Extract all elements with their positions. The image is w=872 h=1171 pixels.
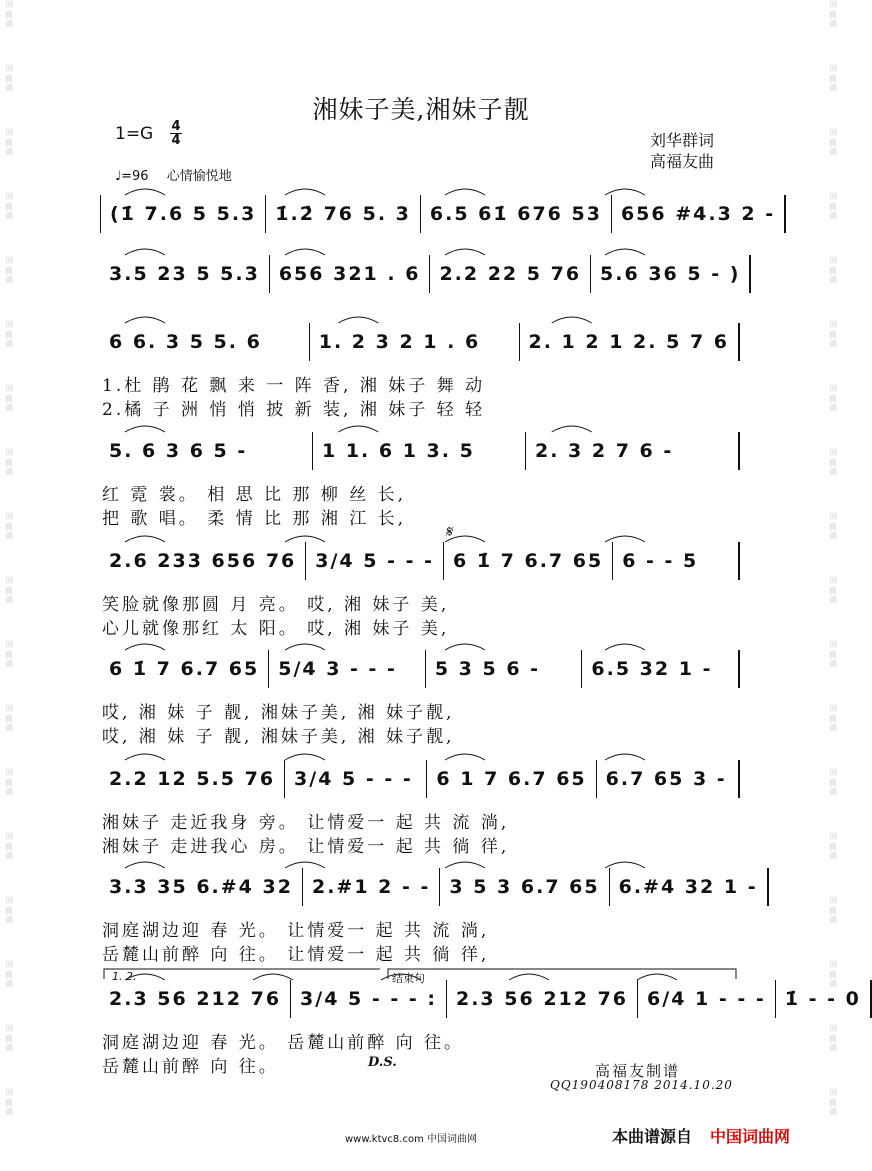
slur-arc [125, 189, 165, 195]
watermark-glyph: 网 [5, 340, 13, 349]
notes-row [100, 195, 776, 233]
slur-arc [285, 249, 325, 255]
watermark-glyph: 词 [5, 640, 13, 649]
watermark-glyph: 网 [829, 660, 837, 669]
watermark-glyph: 词 [829, 384, 837, 393]
footer-brand[interactable]: 中国词曲网 [710, 1127, 791, 1146]
watermark-gap [2, 798, 16, 832]
slur-arc [605, 536, 645, 542]
watermark-glyph: 网 [5, 916, 13, 925]
watermark-glyph: 曲 [5, 906, 13, 915]
watermark-glyph: 网 [829, 468, 837, 477]
watermark-glyph: 曲 [5, 842, 13, 851]
time-signature-top: 4 [171, 119, 181, 134]
watermark-glyph: 网 [829, 1044, 837, 1053]
watermark-glyph: 网 [829, 1108, 837, 1117]
watermark-glyph: 曲 [829, 522, 837, 531]
watermark-glyph: 词 [829, 576, 837, 585]
expression-text: 心情愉悦地 [166, 169, 232, 184]
slur-arc [605, 189, 645, 195]
measure: 1. 2 3 2 1 . 6 [310, 323, 520, 361]
watermark-gap [2, 30, 16, 64]
watermark-glyph: 词 [829, 128, 837, 137]
watermark-glyph: 词 [829, 64, 837, 73]
watermark-gap [2, 478, 16, 512]
watermark-glyph: 曲 [5, 10, 13, 19]
watermark-gap [826, 670, 840, 704]
watermark-glyph: 网 [5, 404, 13, 413]
measure: 656 #4.3 2 - [612, 195, 786, 233]
notes-row [100, 650, 740, 688]
first-ending-label: 1. 2. [112, 970, 137, 983]
watermark-glyph: 网 [5, 276, 13, 285]
watermark-glyph: 曲 [829, 842, 837, 851]
first-ending-bracket [104, 969, 380, 979]
notes-row [100, 255, 740, 293]
slur-arc [445, 862, 485, 868]
measure: 3 5 3 6.7 65 [440, 868, 609, 906]
measure: 6 1̇ 7 6.7 65 [100, 650, 269, 688]
slur-marks [100, 311, 740, 325]
watermark-gap [2, 350, 16, 384]
watermark-gap [2, 286, 16, 320]
notes-row [100, 542, 740, 580]
lyric-line: 洞庭湖边迎 春 光。 让情爱一 起 共 流 淌, [102, 921, 490, 941]
watermark-glyph: 网 [5, 724, 13, 733]
watermark-glyph: 词 [5, 448, 13, 457]
watermark-glyph: 曲 [829, 1034, 837, 1043]
watermark-glyph: 词 [5, 384, 13, 393]
footer-site[interactable]: www.ktvc8.com 中国词曲网 [345, 1134, 478, 1145]
watermark-glyph: 词 [5, 832, 13, 841]
watermark-glyph: 网 [829, 596, 837, 605]
watermark-glyph: 曲 [829, 778, 837, 787]
watermark-gap [2, 862, 16, 896]
watermark-glyph: 曲 [5, 74, 13, 83]
measure: 6 1 7 6.7 65 [427, 760, 596, 798]
slur-arc [605, 249, 645, 255]
slur-arc [125, 317, 165, 323]
notes-row [100, 323, 740, 361]
watermark-gap [2, 158, 16, 192]
lyric-line: 红 霓 裳。 相 思 比 那 柳 丝 长, [102, 485, 407, 505]
watermark-glyph: 网 [829, 532, 837, 541]
watermark-glyph: 网 [5, 788, 13, 797]
watermark-glyph: 曲 [829, 458, 837, 467]
watermark-glyph: 曲 [5, 522, 13, 531]
lyric-line: 心儿就像那红 太 阳。 哎, 湘 妹子 美, [102, 619, 450, 639]
watermark-glyph: 词 [829, 768, 837, 777]
watermark-gap [826, 286, 840, 320]
watermark-glyph: 词 [829, 896, 837, 905]
measure: 2.3 56 212 76 [447, 980, 638, 1018]
slur-marks [100, 183, 740, 197]
measure: 1̇ - - 0 [776, 980, 872, 1018]
watermark-glyph: 网 [829, 788, 837, 797]
watermark-gap [2, 222, 16, 256]
watermark-glyph: 网 [5, 212, 13, 221]
watermark-gap [826, 734, 840, 768]
slur-arc [445, 249, 485, 255]
watermark-glyph: 网 [829, 724, 837, 733]
notes-row [100, 760, 740, 798]
watermark-glyph: 网 [829, 276, 837, 285]
measure: 2.6 233 656 76 [100, 542, 306, 580]
lyric-line: 洞庭湖边迎 春 光。 岳麓山前醉 向 往。 [102, 1033, 465, 1053]
slur-arc [285, 644, 325, 650]
watermark-glyph: 网 [5, 1044, 13, 1053]
watermark-glyph: 曲 [829, 714, 837, 723]
watermark-glyph: 词 [5, 896, 13, 905]
watermark-glyph: 词 [829, 448, 837, 457]
tempo-marking [115, 165, 232, 184]
measure: 2.2 22 5 76 [430, 255, 591, 293]
key-signature: 1=G [115, 124, 154, 144]
watermark-glyph: 词 [5, 512, 13, 521]
slur-marks [100, 243, 740, 257]
watermark-glyph: 网 [829, 404, 837, 413]
measure: 1 1. 6 1 3. 5 [313, 432, 526, 470]
watermark-gap [2, 1118, 16, 1152]
watermark-glyph: 曲 [5, 330, 13, 339]
measure: 6.5 61̇ 676 53 [421, 195, 612, 233]
segno-sign: 𝄋 [445, 522, 452, 541]
measure: 6.5 32 1 - [582, 650, 740, 688]
slur-arc [605, 862, 645, 868]
watermark-glyph: 词 [5, 0, 13, 9]
watermark-glyph: 曲 [5, 138, 13, 147]
measure: 656 321 . 6 [270, 255, 431, 293]
slur-marks [100, 638, 740, 652]
watermark-glyph: 词 [829, 192, 837, 201]
song-title: 湘妹子美,湘妹子靓 [312, 95, 530, 124]
watermark-glyph: 网 [5, 660, 13, 669]
measure: 6 6. 3 5 5. 6 [100, 323, 310, 361]
watermark-glyph: 曲 [5, 394, 13, 403]
watermark-glyph: 曲 [829, 74, 837, 83]
lyric-line: 1.杜 鹃 花 飘 来 一 阵 香, 湘 妹子 舞 动 [102, 376, 486, 396]
watermark-glyph: 网 [829, 852, 837, 861]
watermark-glyph: 词 [5, 1088, 13, 1097]
watermark-glyph: 词 [829, 512, 837, 521]
watermark-glyph: 网 [829, 212, 837, 221]
watermark-glyph: 网 [829, 980, 837, 989]
watermark-glyph: 曲 [829, 138, 837, 147]
watermark-glyph: 曲 [5, 586, 13, 595]
measure: 5 3 5 6 - [426, 650, 583, 688]
watermark-gap [826, 542, 840, 576]
slur-arc [285, 536, 325, 542]
watermark-gap [2, 414, 16, 448]
notes-row [100, 432, 740, 470]
slur-marks [100, 530, 740, 544]
watermark-gap [826, 926, 840, 960]
watermark-glyph: 词 [5, 128, 13, 137]
watermark-glyph: 词 [829, 0, 837, 9]
watermark-glyph: 曲 [5, 778, 13, 787]
watermark-glyph: 曲 [829, 1098, 837, 1107]
measure: 5. 6 3 6 5 - [100, 432, 313, 470]
watermark-glyph: 网 [5, 1108, 13, 1117]
dal-segno: D.S. [368, 1055, 397, 1070]
slur-marks [100, 748, 740, 762]
lyric-line: 湘妹子 走进我心 房。 让情爱一 起 共 徜 徉, [102, 837, 510, 857]
lyric-line: 岳麓山前醉 向 往。 让情爱一 起 共 徜 徉, [102, 945, 490, 965]
slur-arc [125, 862, 165, 868]
watermark-gap [826, 1118, 840, 1152]
watermark-gap [2, 606, 16, 640]
watermark-glyph: 词 [5, 192, 13, 201]
watermark-glyph: 网 [5, 468, 13, 477]
measure: 2.#1 2 - - [303, 868, 440, 906]
composer: 高福友曲 [650, 152, 715, 171]
lyricist: 刘华群词 [650, 131, 715, 150]
watermark-glyph: 曲 [829, 586, 837, 595]
notes-row [100, 868, 758, 906]
watermark-glyph: 曲 [5, 266, 13, 275]
slur-arc [552, 317, 592, 323]
measure: 2. 1 2 1 2. 5 7 6 [520, 323, 741, 361]
watermark-glyph: 词 [829, 832, 837, 841]
watermark-glyph: 词 [829, 320, 837, 329]
watermark-glyph: 词 [829, 704, 837, 713]
watermark-glyph: 曲 [5, 1098, 13, 1107]
watermark-gap [2, 990, 16, 1024]
watermark-gap [2, 1054, 16, 1088]
slur-arc [125, 426, 165, 432]
watermark-glyph: 网 [5, 596, 13, 605]
slur-arc [285, 189, 325, 195]
watermark-glyph: 词 [5, 576, 13, 585]
slur-arc [445, 754, 485, 760]
slur-arc [125, 754, 165, 760]
watermark-gap [826, 414, 840, 448]
measure: 6/4 1 - - - [638, 980, 776, 1018]
watermark-glyph: 曲 [829, 650, 837, 659]
measure: 1̇.2̇ 76 5. 3 [266, 195, 421, 233]
watermark-glyph: 网 [829, 916, 837, 925]
footer-source-label: 本曲谱源自 [612, 1127, 693, 1146]
watermark-glyph: 网 [5, 84, 13, 93]
measure: 6 1̇ 7 6.7 65 [444, 542, 613, 580]
lyric-line: 岳麓山前醉 向 往。 [102, 1057, 279, 1077]
watermark-glyph: 网 [829, 20, 837, 29]
measure: 5/4 3 - - - [269, 650, 426, 688]
measure: 2. 3 2 7 6 - [526, 432, 740, 470]
measure: 2.3 56 212 76 [100, 980, 291, 1018]
measure: 3/4 5 - - - [306, 542, 444, 580]
slur-arc [605, 644, 645, 650]
watermark-glyph: 曲 [829, 10, 837, 19]
slur-arc [285, 862, 325, 868]
slur-arc [445, 644, 485, 650]
watermark-glyph: 词 [829, 256, 837, 265]
watermark-gap [2, 734, 16, 768]
watermark-glyph: 词 [5, 1024, 13, 1033]
watermark-gap [2, 670, 16, 704]
watermark-gap [826, 222, 840, 256]
tempo-value: ♩=96 [115, 169, 149, 184]
watermark-gap [826, 478, 840, 512]
measure: 6.#4 32 1 - [610, 868, 769, 906]
watermark-gap [826, 1054, 840, 1088]
watermark-glyph: 曲 [5, 650, 13, 659]
watermark-glyph: 词 [5, 960, 13, 969]
lyric-line: 湘妹子 走近我身 旁。 让情爱一 起 共 流 淌, [102, 813, 510, 833]
watermark-glyph: 网 [829, 84, 837, 93]
watermark-glyph: 网 [829, 340, 837, 349]
watermark-glyph: 曲 [829, 906, 837, 915]
final-ending-label: 结束句 [392, 972, 425, 985]
lyric-line: 2.橘 子 洲 悄 悄 披 新 装, 湘 妹子 轻 轻 [102, 400, 486, 420]
measure: 2.2 12 5.5 76 [100, 760, 285, 798]
watermark-glyph: 网 [5, 20, 13, 29]
slur-arc [125, 249, 165, 255]
lyric-line: 哎, 湘 妹 子 靓, 湘妹子美, 湘 妹子靓, [102, 727, 455, 747]
lyric-line: 笑脸就像那圆 月 亮。 哎, 湘 妹子 美, [102, 595, 450, 615]
watermark-glyph: 词 [829, 640, 837, 649]
watermark-gap [826, 158, 840, 192]
watermark-glyph: 网 [5, 532, 13, 541]
watermark-glyph: 词 [829, 1024, 837, 1033]
measure: 3.3 35 6.#4 32 [100, 868, 303, 906]
watermark-gap [2, 926, 16, 960]
watermark-glyph: 词 [5, 320, 13, 329]
watermark-glyph: 曲 [829, 970, 837, 979]
slur-arc [285, 754, 325, 760]
watermark-glyph: 曲 [5, 714, 13, 723]
watermark-glyph: 词 [5, 64, 13, 73]
watermark-gap [826, 606, 840, 640]
slur-arc [445, 189, 485, 195]
watermark-gap [826, 30, 840, 64]
watermark-glyph: 网 [5, 148, 13, 157]
measure: 3.5 23 5 5.3 [100, 255, 270, 293]
slur-arc [552, 426, 592, 432]
watermark-glyph: 曲 [5, 202, 13, 211]
watermark-glyph: 网 [5, 980, 13, 989]
slur-arc [605, 754, 645, 760]
measure: 6.7 65 3 - [597, 760, 740, 798]
left-watermark [2, 0, 16, 1152]
watermark-glyph: 词 [5, 256, 13, 265]
watermark-glyph: 词 [5, 704, 13, 713]
slur-arc [338, 317, 378, 323]
watermark-glyph: 曲 [829, 394, 837, 403]
footer-source [612, 1124, 790, 1147]
watermark-glyph: 词 [829, 1088, 837, 1097]
slur-marks [100, 420, 740, 434]
measure: 3/4 5 - - - : [291, 980, 447, 1018]
score-stamp: QQ190408178 2014.10.20 [550, 1078, 733, 1092]
slur-arc [125, 644, 165, 650]
watermark-glyph: 曲 [5, 1034, 13, 1043]
final-ending-bracket [388, 969, 736, 979]
watermark-glyph: 曲 [829, 202, 837, 211]
credits [650, 130, 714, 172]
watermark-glyph: 词 [829, 960, 837, 969]
lyric-line: 哎, 湘 妹 子 靓, 湘妹子美, 湘 妹子靓, [102, 703, 455, 723]
measure: 6 - - 5 [613, 542, 740, 580]
measure: (1̇ 7.6 5 5.3 [100, 195, 266, 233]
ending-brackets [100, 967, 740, 979]
measure: 3/4 5 - - - [285, 760, 427, 798]
slur-arc [445, 536, 485, 542]
measure: 5.6 36 5 - ) [591, 255, 751, 293]
watermark-gap [826, 862, 840, 896]
slur-marks [100, 856, 740, 870]
score-maker: 高福友制谱 [595, 1062, 681, 1080]
time-signature [170, 120, 182, 147]
watermark-glyph: 网 [5, 852, 13, 861]
watermark-glyph: 曲 [5, 458, 13, 467]
watermark-gap [826, 798, 840, 832]
time-signature-bottom: 4 [171, 133, 181, 148]
watermark-glyph: 曲 [829, 266, 837, 275]
watermark-gap [826, 350, 840, 384]
watermark-gap [2, 542, 16, 576]
watermark-glyph: 曲 [5, 970, 13, 979]
watermark-glyph: 曲 [829, 330, 837, 339]
watermark-glyph: 词 [5, 768, 13, 777]
watermark-glyph: 网 [829, 148, 837, 157]
slur-arc [125, 536, 165, 542]
lyric-line: 把 歌 唱。 柔 情 比 那 湘 江 长, [102, 509, 407, 529]
slur-arc [338, 426, 378, 432]
